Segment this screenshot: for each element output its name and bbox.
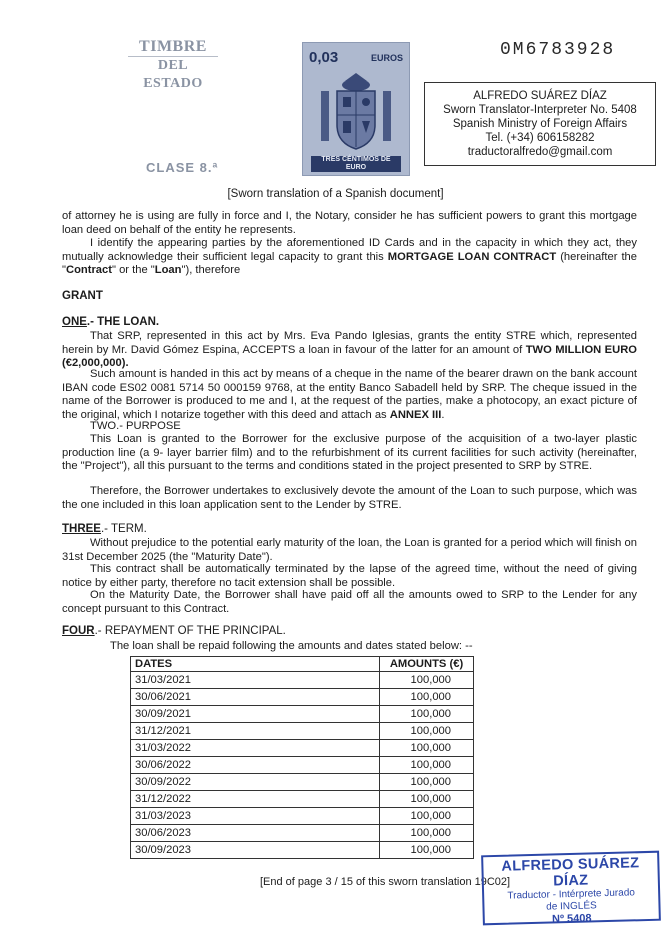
coat-of-arms-icon — [317, 69, 395, 153]
table-row — [131, 825, 474, 842]
paragraph-repayment: The loan shall be repaid following the amounts and dates stated below: -- — [110, 640, 473, 652]
row-date: 31/03/2023 — [131, 808, 380, 825]
row-date: 30/09/2023 — [131, 842, 380, 859]
row-date: 31/03/2022 — [131, 740, 380, 757]
paragraph-term: Without prejudice to the potential early maturity of the loan, the Loan is granted for a period which will finish on 31st December 2025 (the "Maturity Date"). — [62, 537, 637, 563]
row-amount: 100,000 — [380, 825, 474, 842]
translator-title: Sworn Translator-Interpreter No. 5408 — [443, 104, 637, 116]
table-row — [131, 689, 474, 706]
cheque-text: Such amount is handed in this act by means of a cheque in the name of the bearer drawn on the bank account IBAN code ES02 0081 5714 50 000159 9768, at the entity Banco Sabadell held by SRP. The cheque issued in the name of the Borrower is produced to me and I, at the request of the parties, make a photocopy, an exact picture of the original, which I notarize together with this deed and attach as — [62, 368, 637, 421]
row-amount: 100,000 — [380, 689, 474, 706]
paragraph-undertaking: Therefore, the Borrower undertakes to exclusively devote the amount of the Loan to such purpose, which was the one included in this loan application sent to the Lender by STRE. — [62, 485, 637, 511]
clase-label: CLASE 8.ª — [146, 160, 219, 175]
paragraph-purpose: This Loan is granted to the Borrower for the exclusive purpose of the acquisition of a two-layer plastic production line (a 9- layer barrier film) and to the refurbishment of its current facilities for such activity (hereinafter, the "Project"), all this pursuant to the terms and conditions stated in the project presented to SRP by STRE. — [62, 433, 637, 472]
table-row — [131, 791, 474, 808]
translator-phone: Tel. (+34) 606158282 — [485, 132, 595, 144]
paragraph-maturity: On the Maturity Date, the Borrower shall have paid off all the amounts owed to SRP to the Lender for any concept pursuant to this Contract. — [62, 589, 637, 615]
table-row — [131, 757, 474, 774]
timbre-del-estado-stamp — [128, 38, 218, 91]
table-row — [131, 740, 474, 757]
translator-name: ALFREDO SUÁREZ DÍAZ — [473, 90, 607, 102]
row-amount: 100,000 — [380, 723, 474, 740]
annex-ref: ANNEX III — [389, 408, 442, 421]
p2-contract-term: Contract — [65, 264, 112, 276]
section-four-heading — [62, 625, 286, 637]
row-amount: 100,000 — [380, 706, 474, 723]
section-four-title: .- REPAYMENT OF THE PRINCIPAL. — [94, 625, 286, 637]
row-amount: 100,000 — [380, 672, 474, 689]
translator-email: traductoralfredo@gmail.com — [467, 146, 613, 158]
row-date: 31/12/2022 — [131, 791, 380, 808]
table-row — [131, 723, 474, 740]
row-amount: 100,000 — [380, 808, 474, 825]
row-date: 30/06/2021 — [131, 689, 380, 706]
translator-ministry: Spanish Ministry of Foreign Affairs — [452, 118, 628, 130]
revenue-stamp — [302, 42, 410, 176]
p2-text-4: "), therefore — [181, 264, 241, 276]
p2-text-2: (hereinafter the " — [62, 250, 637, 276]
row-amount: 100,000 — [380, 757, 474, 774]
table-row — [131, 706, 474, 723]
section-three-number: THREE — [62, 523, 101, 535]
cheque-end: . — [441, 408, 445, 421]
table-row — [131, 842, 474, 859]
paragraph-termination: This contract shall be automatically terminated by the lapse of the agreed time, without the need of giving notice by either party, therefore no tacit extension shall be possible. — [62, 563, 637, 589]
grant-heading: GRANT — [62, 290, 103, 302]
loan-amount: TWO MILLION EURO (€2,000,000). — [62, 343, 637, 369]
seal-name: ALFREDO SUÁREZ DÍAZ — [501, 855, 640, 890]
translator-box — [424, 82, 656, 166]
seal-number: Nº 5408 — [551, 912, 592, 926]
table-row — [131, 808, 474, 825]
timbre-line2: DEL ESTADO — [143, 58, 203, 91]
row-date: 31/12/2021 — [131, 723, 380, 740]
stamp-value: 0,03 — [309, 49, 339, 66]
row-date: 30/06/2023 — [131, 825, 380, 842]
row-amount: 100,000 — [380, 791, 474, 808]
section-one-number: ONE — [62, 316, 87, 328]
p2-loan-term: Loan — [154, 264, 182, 276]
p2-contract-title: MORTGAGE LOAN CONTRACT — [387, 250, 557, 263]
row-date: 30/09/2021 — [131, 706, 380, 723]
repayment-schedule-table — [130, 656, 474, 859]
section-one-title: .- THE LOAN. — [86, 316, 160, 328]
translator-seal — [481, 851, 661, 926]
section-two-heading: TWO.- PURPOSE — [90, 420, 181, 432]
table-row — [131, 774, 474, 791]
section-one-heading — [62, 316, 159, 328]
paragraph-identification — [62, 237, 637, 278]
stamp-currency: EUROS — [370, 53, 403, 63]
paragraph-attorney: of attorney he is using are fully in force and I, the Notary, consider he has sufficient powers to grant this mortgage loan deed on behalf of the entity he represents. — [62, 210, 637, 236]
row-amount: 100,000 — [380, 842, 474, 859]
seal-title: Traductor - Intérprete Jurado — [507, 887, 636, 902]
paragraph-loan-grant — [62, 330, 637, 371]
p2-text-3: " or the " — [111, 264, 155, 276]
row-date: 30/06/2022 — [131, 757, 380, 774]
row-amount: 100,000 — [380, 740, 474, 757]
p2-text: I identify the appearing parties by the aforementioned ID Cards and in the capacity in which they act, they mutually acknowledge their sufficient legal capacity to grant this — [62, 237, 637, 263]
table-row — [131, 672, 474, 689]
table-header-row — [131, 657, 474, 672]
section-three-title: .- TERM. — [100, 523, 147, 535]
row-date: 31/03/2021 — [131, 672, 380, 689]
row-date: 30/09/2022 — [131, 774, 380, 791]
dates-column-header: DATES — [131, 657, 380, 672]
section-four-number: FOUR — [62, 625, 95, 637]
section-three-heading — [62, 523, 147, 535]
translation-caption: [Sworn translation of a Spanish document] — [227, 188, 444, 200]
serial-number: 0M6783928 — [500, 40, 616, 60]
timbre-line1: TIMBRE — [128, 38, 218, 57]
paragraph-cheque — [62, 368, 637, 422]
page-footer: [End of page 3 / 15 of this sworn translation 19C02] — [260, 876, 511, 888]
seal-language: de INGLÉS — [546, 900, 597, 913]
amounts-column-header: AMOUNTS (€) — [380, 657, 474, 672]
stamp-band: TRES CÉNTIMOS DE EURO — [311, 156, 401, 172]
loan-grant-text: That SRP, represented in this act by Mrs. Eva Pando Iglesias, grants the entity STRE which, represented herein by Mr. David Gómez Espina, ACCEPTS a loan in favour of the latter for an amount of — [62, 330, 637, 356]
row-amount: 100,000 — [380, 774, 474, 791]
